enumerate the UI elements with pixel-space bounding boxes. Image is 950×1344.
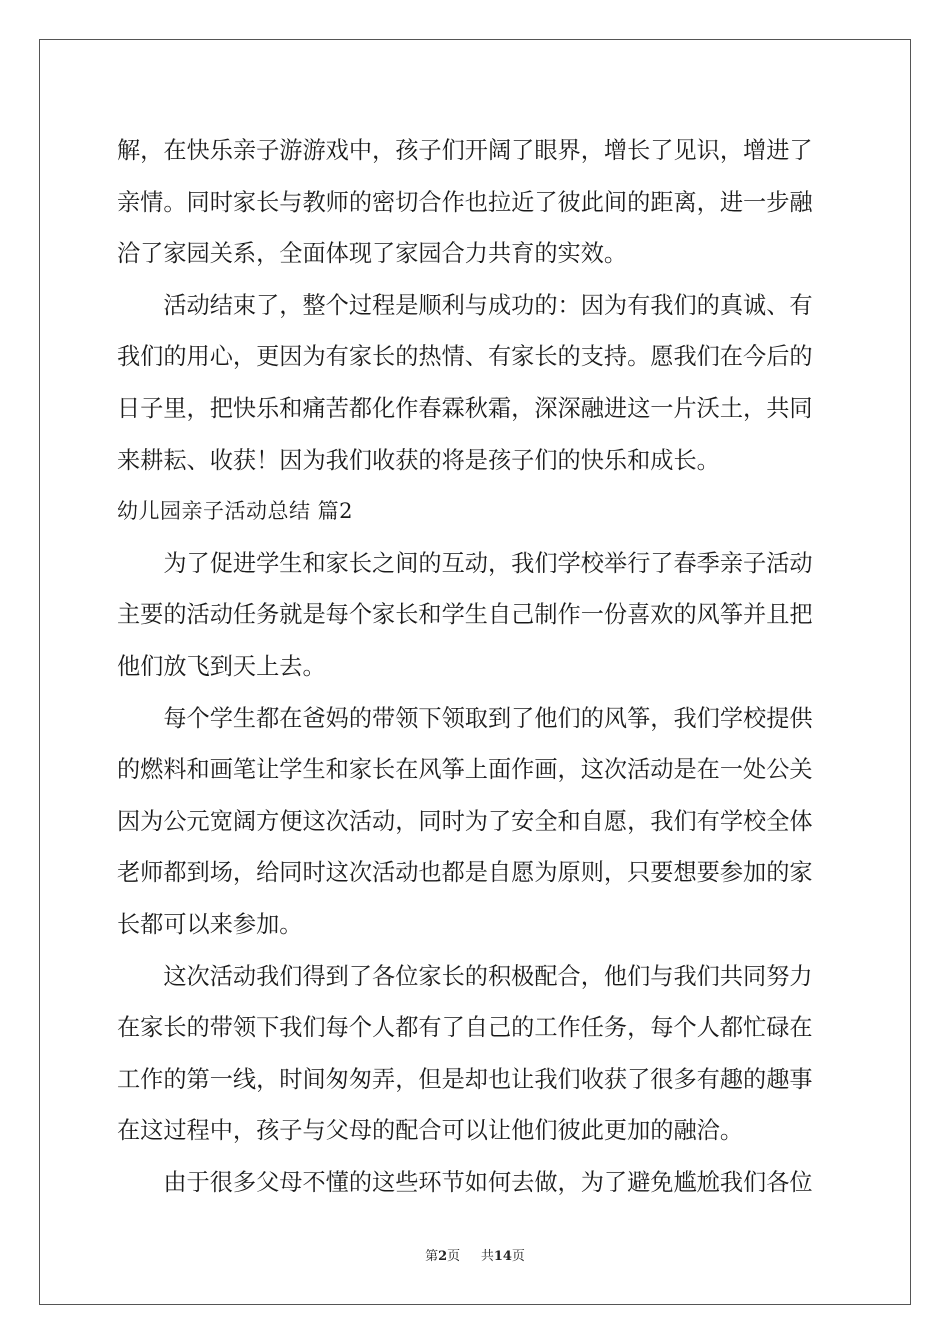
document-body: [117, 125, 835, 1208]
paragraph-line: 每个学生都在爸妈的带领下领取到了他们的风筝，我们学校提供: [117, 704, 813, 732]
paragraph-line: 由于很多父母不懂的这些环节如何去做，为了避免尴尬我们各位: [117, 1168, 813, 1196]
total-number: 14: [493, 1249, 512, 1264]
paragraph-line: 的燃料和画笔让学生和家长在风筝上面作画，这次活动是在一处公关: [117, 756, 813, 784]
page-indicator: [425, 1248, 460, 1266]
paragraph-line: 为了促进学生和家长之间的互动，我们学校举行了春季亲子活动: [117, 549, 813, 577]
total-suffix: 页: [511, 1249, 525, 1264]
page-prefix: 第: [425, 1249, 439, 1264]
total-prefix: 共: [480, 1249, 494, 1264]
paragraph-line: 因为公元宽阔方便这次活动，同时为了安全和自愿，我们有学校全体: [117, 807, 813, 835]
paragraph-line: 这次活动我们得到了各位家长的积极配合，他们与我们共同努力: [117, 962, 813, 990]
paragraph-line: 日子里，把快乐和痛苦都化作春霖秋霜，深深融进这一片沃土，共同: [117, 394, 813, 422]
paragraph-line: 主要的活动任务就是每个家长和学生自己制作一份喜欢的风筝并且把: [117, 601, 813, 629]
page-footer: [0, 1248, 950, 1266]
paragraph-line: 老师都到场，给同时这次活动也都是自愿为原则，只要想要参加的家: [117, 859, 813, 887]
paragraph-line: 在家长的带领下我们每个人都有了自己的工作任务，每个人都忙碌在: [117, 1014, 813, 1042]
section-heading: 幼儿园亲子活动总结 篇2: [117, 499, 354, 524]
paragraph-line: 长都可以来参加。: [117, 910, 303, 938]
paragraph-line: 在这过程中，孩子与父母的配合可以让他们彼此更加的融洽。: [117, 1117, 744, 1145]
total-pages: [481, 1248, 525, 1266]
paragraph-line: 活动结束了，整个过程是顺利与成功的：因为有我们的真诚、有: [117, 291, 813, 319]
paragraph-line: 洽了家园关系，全面体现了家园合力共育的实效。: [117, 240, 628, 268]
page-number: 2: [438, 1249, 448, 1264]
paragraph-line: 工作的第一线，时间匆匆弄，但是却也让我们收获了很多有趣的趣事: [117, 1065, 813, 1093]
page-suffix: 页: [447, 1249, 461, 1264]
paragraph-line: 来耕耘、收获！因为我们收获的将是孩子们的快乐和成长。: [117, 446, 720, 474]
paragraph-line: 解，在快乐亲子游游戏中，孩子们开阔了眼界，增长了见识，增进了: [117, 137, 813, 164]
paragraph-line: 他们放飞到天上去。: [117, 652, 326, 680]
paragraph-line: 亲情。同时家长与教师的密切合作也拉近了彼此间的距离，进一步融: [117, 188, 813, 216]
paragraph-line: 我们的用心，更因为有家长的热情、有家长的支持。愿我们在今后的: [117, 343, 813, 371]
